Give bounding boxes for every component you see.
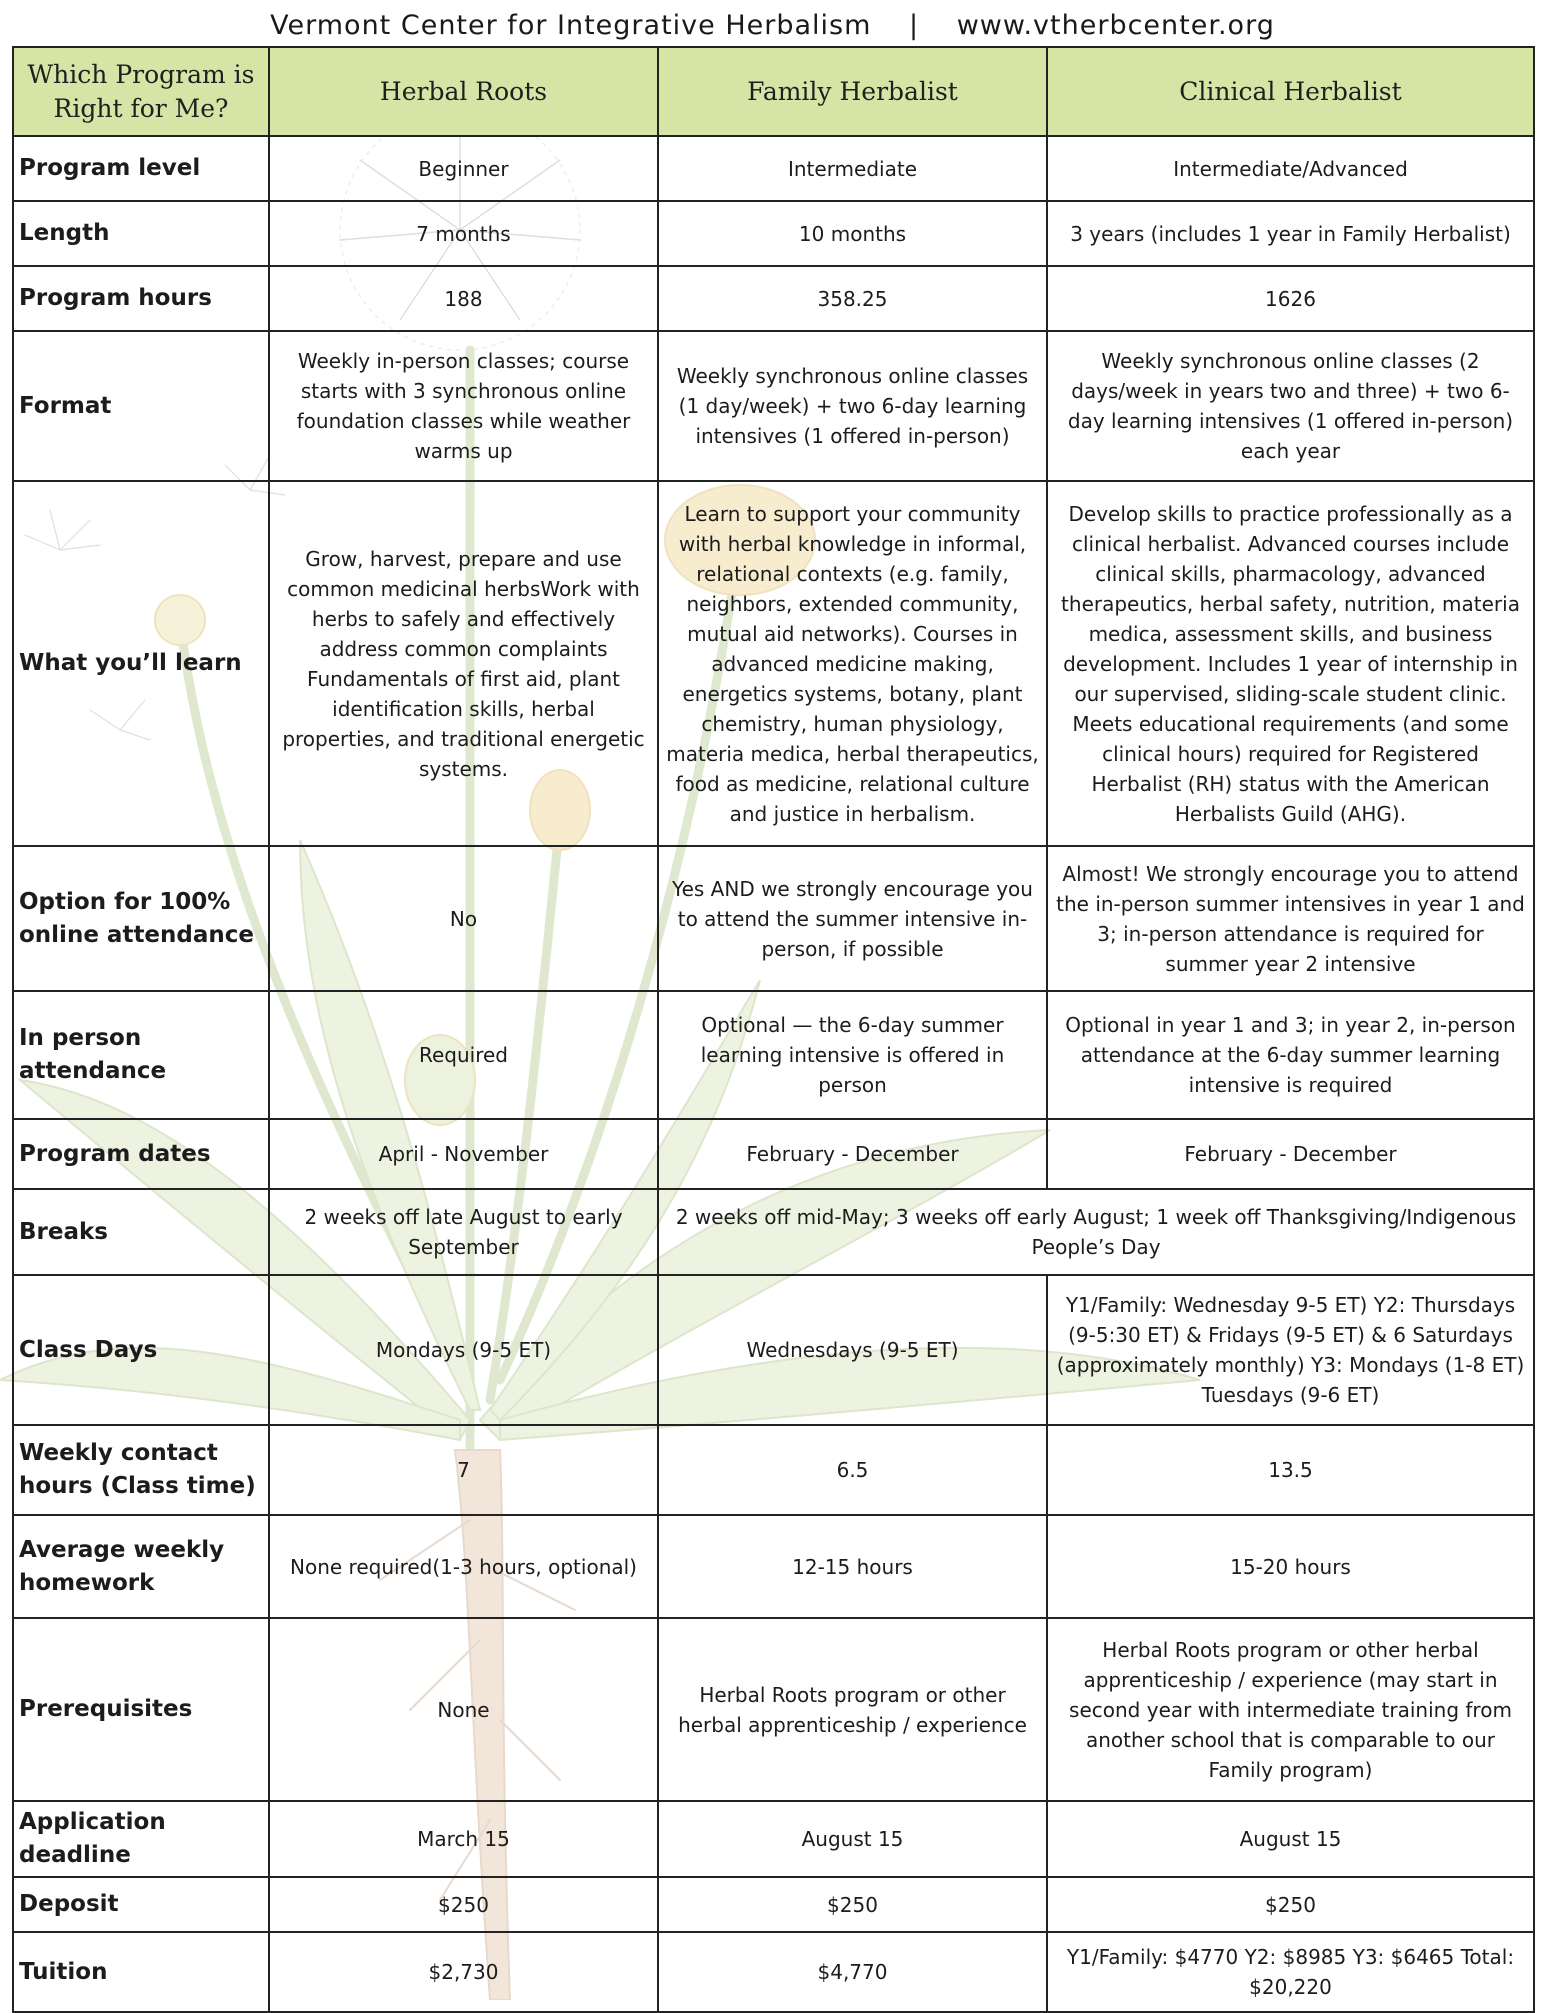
table-row bbox=[13, 331, 1534, 481]
table-cell: February - December bbox=[658, 1119, 1047, 1189]
table-row bbox=[13, 1425, 1534, 1515]
row-label: Format bbox=[13, 331, 269, 481]
corner-label: Which Program is Right for Me? bbox=[13, 47, 269, 136]
table-cell: Grow, harvest, prepare and use common medicinal herbsWork with herbs to safely and effectively address common complaints Fundamentals of first aid, plant identification skills, herbal properties, and traditional energetic systems. bbox=[269, 481, 658, 846]
table-cell: 7 months bbox=[269, 201, 658, 266]
row-label: Program level bbox=[13, 136, 269, 201]
table-row bbox=[13, 991, 1534, 1119]
org-name: Vermont Center for Integrative Herbalism bbox=[270, 10, 872, 41]
table-cell: None bbox=[269, 1618, 658, 1801]
table-cell: 358.25 bbox=[658, 266, 1047, 331]
table-cell: Herbal Roots program or other herbal apprenticeship / experience (may start in second year with intermediate training from another school that is comparable to our Family program) bbox=[1047, 1618, 1534, 1801]
table-cell: No bbox=[269, 846, 658, 991]
table-cell: Weekly in-person classes; course starts with 3 synchronous online foundation classes while weather warms up bbox=[269, 331, 658, 481]
table-cell: None required(1-3 hours, optional) bbox=[269, 1515, 658, 1618]
table-row bbox=[13, 1119, 1534, 1189]
row-label: Breaks bbox=[13, 1189, 269, 1275]
table-cell: $250 bbox=[269, 1877, 658, 1932]
table-cell: 6.5 bbox=[658, 1425, 1047, 1515]
row-label: Application deadline bbox=[13, 1801, 269, 1877]
row-label: Length bbox=[13, 201, 269, 266]
table-cell: Weekly synchronous online classes (1 day/week) + two 6-day learning intensives (1 offered in-person) bbox=[658, 331, 1047, 481]
row-label: Option for 100% online attendance bbox=[13, 846, 269, 991]
column-header-herbal-roots: Herbal Roots bbox=[269, 47, 658, 136]
table-row bbox=[13, 481, 1534, 846]
column-header-clinical-herbalist: Clinical Herbalist bbox=[1047, 47, 1534, 136]
table-cell: $4,770 bbox=[658, 1932, 1047, 2012]
header-separator: | bbox=[909, 10, 920, 41]
table-cell: Optional — the 6-day summer learning intensive is offered in person bbox=[658, 991, 1047, 1119]
table-cell: Yes AND we strongly encourage you to attend the summer intensive in-person, if possible bbox=[658, 846, 1047, 991]
row-label: Deposit bbox=[13, 1877, 269, 1932]
row-label: Tuition bbox=[13, 1932, 269, 2012]
table-cell: Optional in year 1 and 3; in year 2, in-person attendance at the 6-day summer learning intensive is required bbox=[1047, 991, 1534, 1119]
row-label: Program hours bbox=[13, 266, 269, 331]
table-row bbox=[13, 201, 1534, 266]
table-row bbox=[13, 1932, 1534, 2012]
table-row bbox=[13, 1189, 1534, 1275]
row-label: Average weekly homework bbox=[13, 1515, 269, 1618]
table-cell: 12-15 hours bbox=[658, 1515, 1047, 1618]
table-cell: February - December bbox=[1047, 1119, 1534, 1189]
table-cell: Intermediate/Advanced bbox=[1047, 136, 1534, 201]
program-comparison-table bbox=[12, 46, 1535, 2013]
table-cell: 1626 bbox=[1047, 266, 1534, 331]
table-cell: Mondays (9-5 ET) bbox=[269, 1275, 658, 1425]
table-cell: Wednesdays (9-5 ET) bbox=[658, 1275, 1047, 1425]
table-cell: $250 bbox=[658, 1877, 1047, 1932]
table-cell: Almost! We strongly encourage you to attend the in-person summer intensives in year 1 and 3; in-person attendance is required for summer year 2 intensive bbox=[1047, 846, 1534, 991]
table-row bbox=[13, 1515, 1534, 1618]
website-link[interactable]: www.vtherbcenter.org bbox=[956, 10, 1275, 41]
table-cell: August 15 bbox=[658, 1801, 1047, 1877]
table-header-row bbox=[13, 47, 1534, 136]
row-label: Program dates bbox=[13, 1119, 269, 1189]
table-cell: 7 bbox=[269, 1425, 658, 1515]
table-cell: $2,730 bbox=[269, 1932, 658, 2012]
table-row bbox=[13, 1618, 1534, 1801]
table-row bbox=[13, 846, 1534, 991]
table-row bbox=[13, 1801, 1534, 1877]
table-cell: Herbal Roots program or other herbal apprenticeship / experience bbox=[658, 1618, 1047, 1801]
row-label: What you’ll learn bbox=[13, 481, 269, 846]
table-cell: 10 months bbox=[658, 201, 1047, 266]
table-cell: April - November bbox=[269, 1119, 658, 1189]
row-label: Weekly contact hours (Class time) bbox=[13, 1425, 269, 1515]
table-cell: Y1/Family: Wednesday 9-5 ET) Y2: Thursdays (9-5:30 ET) & Fridays (9-5 ET) & 6 Saturdays (approximately monthly) Y3: Mondays (1-8 ET) Tuesdays (9-6 ET) bbox=[1047, 1275, 1534, 1425]
table-cell: Weekly synchronous online classes (2 days/week in years two and three) + two 6-day learning intensives (1 offered in-person) each year bbox=[1047, 331, 1534, 481]
table-cell: 188 bbox=[269, 266, 658, 331]
table-cell-merged: 2 weeks off mid-May; 3 weeks off early August; 1 week off Thanksgiving/Indigenous People’s Day bbox=[658, 1189, 1534, 1275]
table-cell: 15-20 hours bbox=[1047, 1515, 1534, 1618]
table-cell: Intermediate bbox=[658, 136, 1047, 201]
table-row bbox=[13, 1877, 1534, 1932]
table-cell: Develop skills to practice professionally as a clinical herbalist. Advanced courses include clinical skills, pharmacology, advanced therapeutics, herbal safety, nutrition, materia medica, assessment skills, and business development. Includes 1 year of internship in our supervised, sliding-scale student clinic. Meets educational requirements (and some clinical hours) required for Registered Herbalist (RH) status with the American Herbalists Guild (AHG). bbox=[1047, 481, 1534, 846]
table-cell: August 15 bbox=[1047, 1801, 1534, 1877]
table-cell: March 15 bbox=[269, 1801, 658, 1877]
table-cell: Required bbox=[269, 991, 658, 1119]
table-cell: 2 weeks off late August to early September bbox=[269, 1189, 658, 1275]
table-row bbox=[13, 136, 1534, 201]
table-cell: Learn to support your community with herbal knowledge in informal, relational contexts (e.g. family, neighbors, extended community, mutual aid networks). Courses in advanced medicine making, energetics systems, botany, plant chemistry, human physiology, materia medica, herbal therapeutics, food as medicine, relational culture and justice in herbalism. bbox=[658, 481, 1047, 846]
row-label: Class Days bbox=[13, 1275, 269, 1425]
table-cell: Y1/Family: $4770 Y2: $8985 Y3: $6465 Total: $20,220 bbox=[1047, 1932, 1534, 2012]
table-row bbox=[13, 1275, 1534, 1425]
table-cell: 3 years (includes 1 year in Family Herbalist) bbox=[1047, 201, 1534, 266]
table-cell: Beginner bbox=[269, 136, 658, 201]
column-header-family-herbalist: Family Herbalist bbox=[658, 47, 1047, 136]
table-row bbox=[13, 266, 1534, 331]
table-cell: 13.5 bbox=[1047, 1425, 1534, 1515]
table-cell: $250 bbox=[1047, 1877, 1534, 1932]
row-label: Prerequisites bbox=[13, 1618, 269, 1801]
page-header bbox=[0, 6, 1545, 46]
row-label: In person attendance bbox=[13, 991, 269, 1119]
